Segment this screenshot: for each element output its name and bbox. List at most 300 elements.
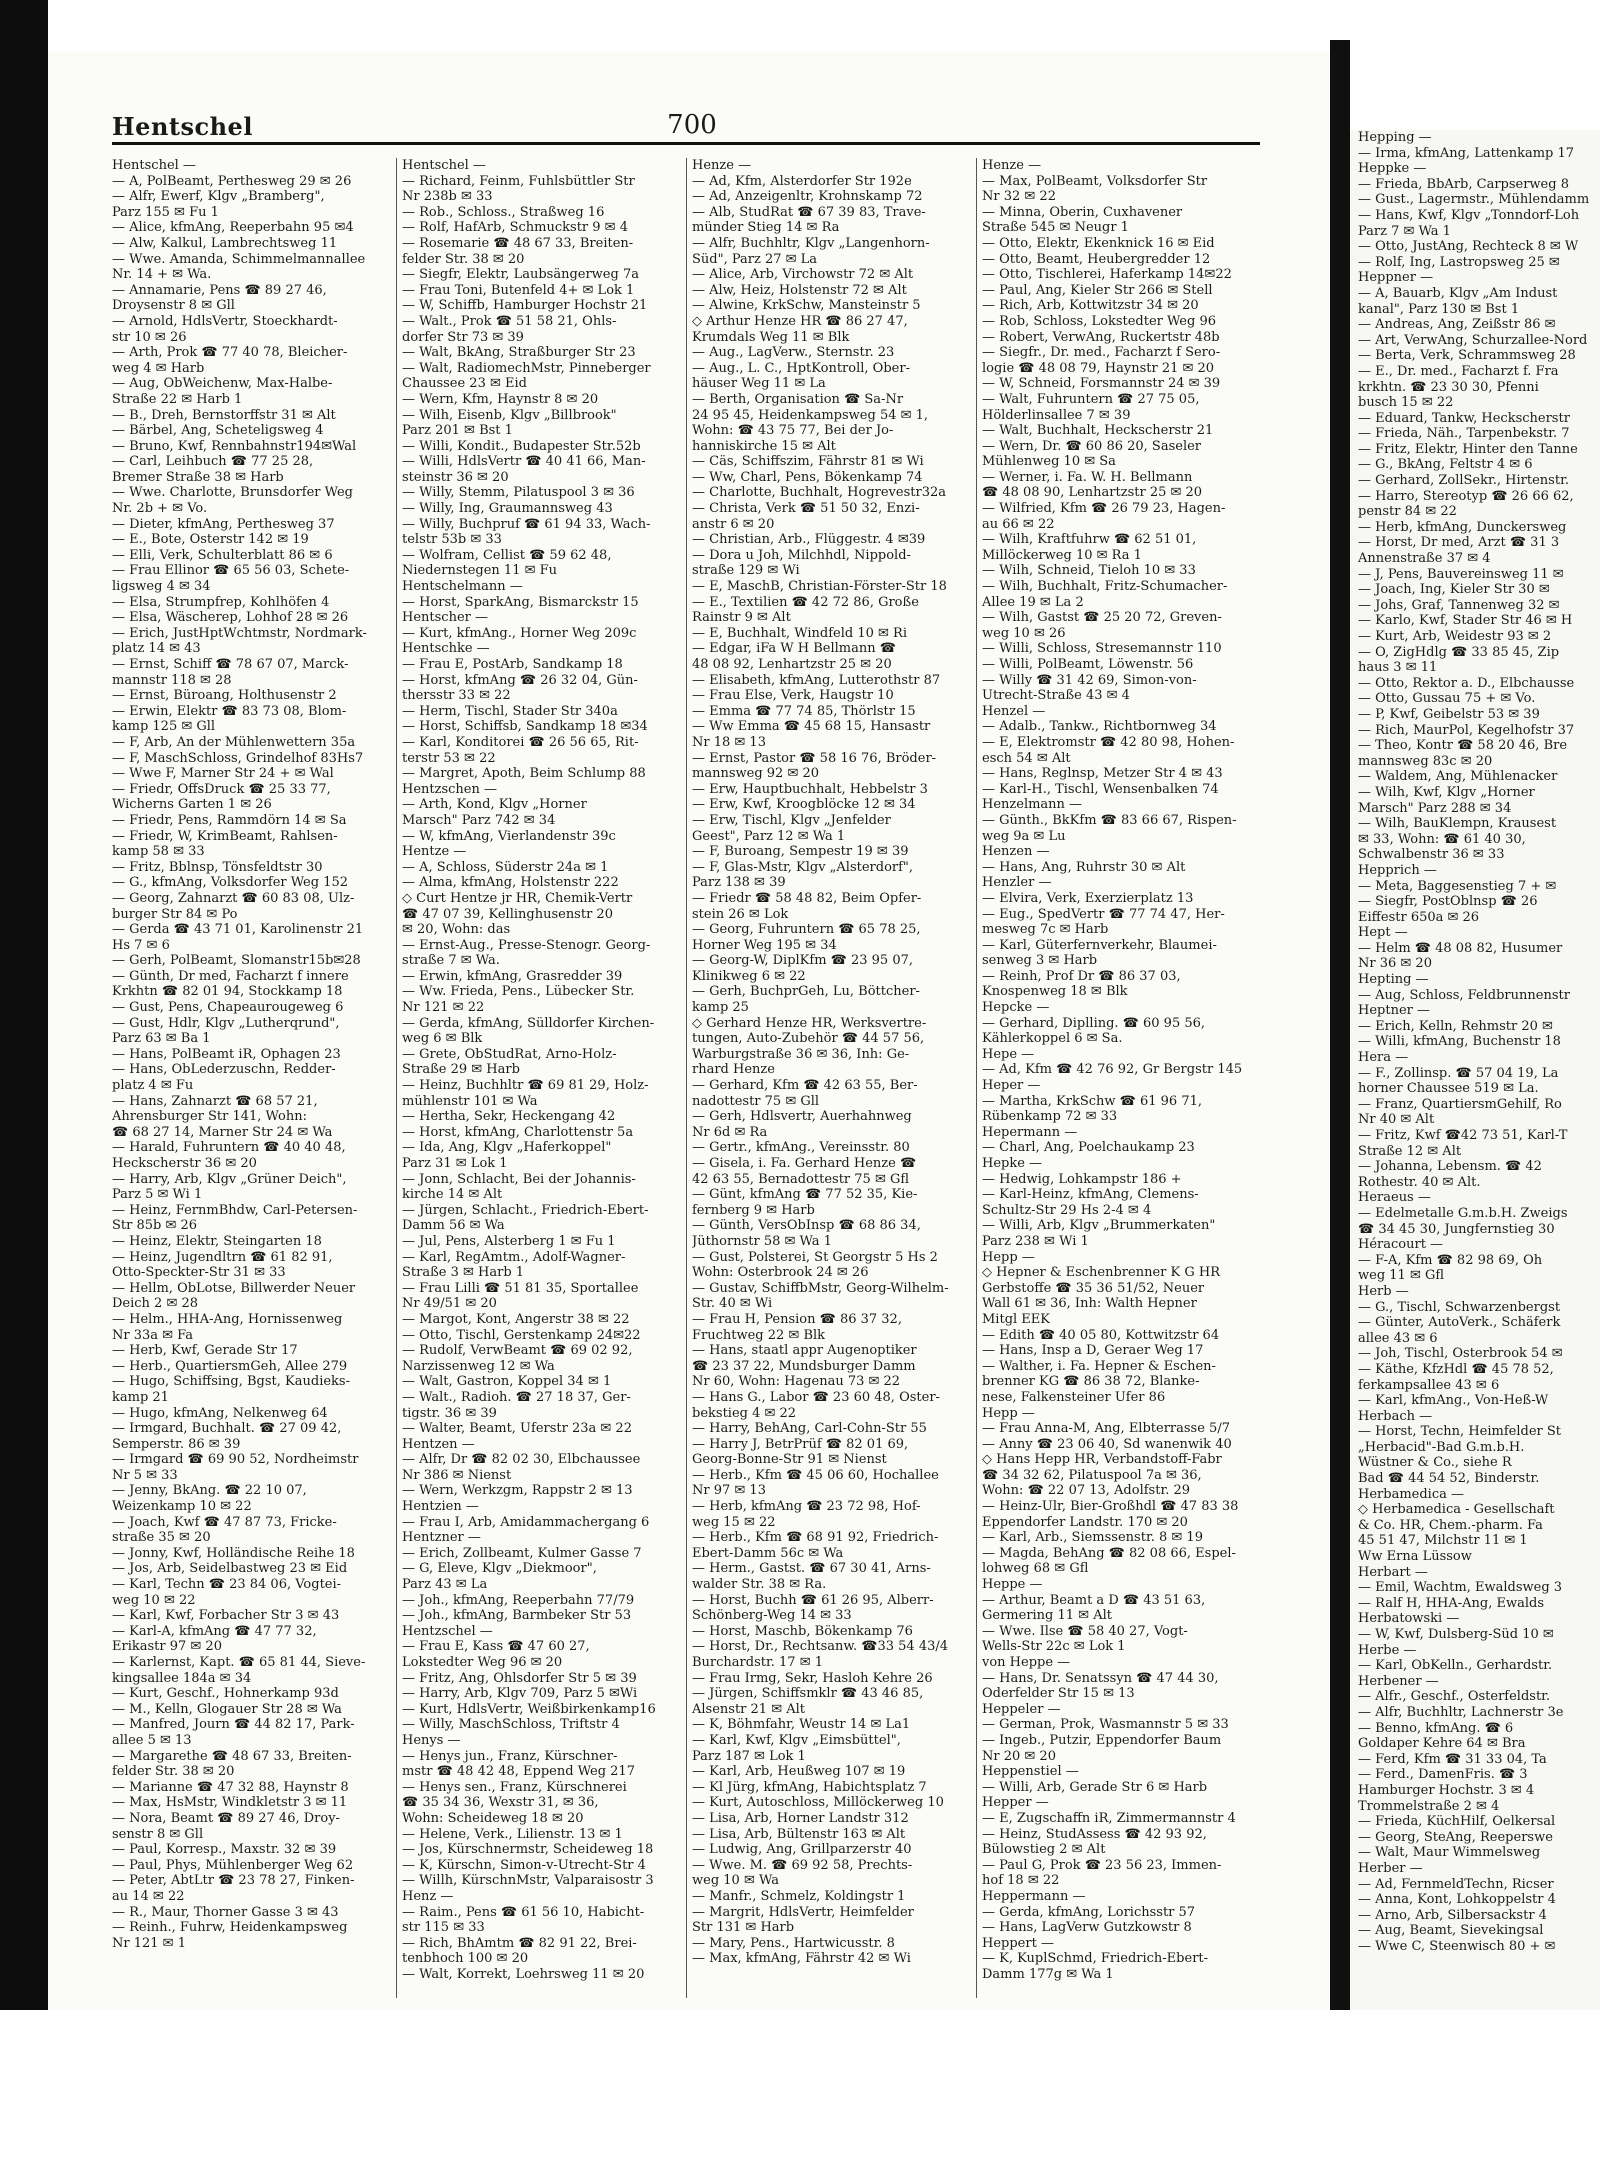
directory-entry: au 66 ✉ 22 (982, 516, 1055, 532)
next-page-entry: — Art, VerwAng, Schurzallee-Nord (1358, 332, 1588, 348)
next-page-entry: — Edelmetalle G.m.b.H. Zweigs (1358, 1205, 1568, 1221)
directory-entry: — Christa, Verk ☎ 51 50 32, Enzi- (692, 501, 920, 517)
directory-entry: — Kl Jürg, kfmAng, Habichtsplatz 7 (692, 1779, 927, 1795)
directory-entry: Hs 7 ✉ 6 (112, 937, 170, 953)
directory-columns (112, 158, 1260, 1998)
directory-entry: Nr 33a ✉ Fa (112, 1327, 194, 1343)
directory-entry: ◇ Curt Hentze jr HR, Chemik-Vertr (402, 890, 633, 906)
directory-entry: — Gustav, SchiffbMstr, Georg-Wilhelm- (692, 1280, 949, 1296)
next-page-entry: — Erich, Kelln, Rehmstr 20 ✉ (1358, 1018, 1553, 1034)
directory-entry: Lokstedter Weg 96 ✉ 20 (402, 1655, 563, 1670)
directory-entry: felder Str. 38 ✉ 20 (402, 251, 525, 267)
directory-entry: Wohn: Scheideweg 18 ✉ 20 (402, 1810, 584, 1826)
directory-entry: — Otto, Beamt, Heubergredder 12 (982, 251, 1211, 267)
next-page-entry: ☎ 34 45 30, Jungfernstieg 30 (1358, 1221, 1555, 1237)
directory-entry: — Kurt, Autoschloss, Millöckerweg 10 (692, 1795, 944, 1811)
directory-entry: — Walther, i. Fa. Hepner & Eschen- (982, 1358, 1216, 1374)
directory-entry: allee 5 ✉ 13 (112, 1732, 192, 1748)
directory-entry: — Gertr., kfmAng., Vereinsstr. 80 (692, 1140, 910, 1156)
directory-entry: Heppermann — (982, 1888, 1086, 1904)
directory-entry: — Harry, Arb, Klgv 709, Parz 5 ✉Wi (402, 1686, 638, 1702)
directory-entry: — Minna, Oberin, Cuxhavener (982, 204, 1183, 220)
directory-entry: — Willy, Stemm, Pilatuspool 3 ✉ 36 (402, 485, 635, 501)
next-page-entry: Héracourt — (1358, 1237, 1444, 1253)
directory-entry: — Ernst, Schiff ☎ 78 67 07, Marck- (112, 657, 349, 672)
directory-entry: Horner Weg 195 ✉ 34 (692, 937, 837, 953)
directory-entry: hof 18 ✉ 22 (982, 1873, 1060, 1889)
column-rule (686, 158, 687, 1998)
directory-entry: rhard Henze (692, 1062, 775, 1078)
directory-entry: — Robert, VerwAng, Ruckertstr 48b (982, 329, 1220, 345)
directory-entry: — Wwe. M. ☎ 69 92 58, Prechts- (692, 1857, 913, 1873)
next-page-entry: Heptner — (1358, 1003, 1430, 1019)
directory-entry: — Herb, Kwf, Gerade Str 17 (112, 1343, 298, 1359)
directory-entry: — Arth, Prok ☎ 77 40 78, Bleicher- (112, 345, 348, 361)
directory-entry: Georg-Bonne-Str 91 ✉ Nienst (692, 1452, 887, 1468)
directory-entry: — Elvira, Verk, Exerzierplatz 13 (982, 890, 1194, 906)
page-number: 700 (667, 110, 717, 140)
directory-entry: — Rob, Schloss, Lokstedter Weg 96 (982, 313, 1216, 329)
directory-entry: — Henys jun., Franz, Kürschner- (402, 1748, 618, 1764)
directory-entry: Süd", Parz 27 ✉ La (692, 251, 818, 267)
directory-entry: — Erw, Hauptbuchhalt, Hebbelstr 3 (692, 781, 928, 797)
next-page-entry: — F-A, Kfm ☎ 82 98 69, Oh (1358, 1252, 1543, 1268)
next-page-entry: ◇ Herbamedica - Gesellschaft (1358, 1502, 1555, 1518)
directory-entry: — Grete, ObStudRat, Arno-Holz- (402, 1046, 617, 1062)
directory-entry: — K, Böhmfahr, Weustr 14 ✉ La1 (692, 1717, 911, 1733)
next-page-entry: — Käthe, KfzHdl ☎ 45 78 52, (1358, 1361, 1554, 1377)
directory-entry: — E., Textilien ☎ 42 72 86, Große (692, 594, 919, 610)
directory-entry: — Joach, Kwf ☎ 47 87 73, Fricke- (112, 1514, 337, 1530)
directory-entry: — Henys sen., Franz, Kürschnerei (402, 1779, 627, 1795)
directory-entry: — Wilh, Eisenb, Klgv „Billbrook" (402, 407, 617, 423)
next-page-entry: — Otto, JustAng, Rechteck 8 ✉ W (1358, 239, 1579, 255)
directory-entry: — Jenny, BkAng. ☎ 22 10 07, (112, 1483, 307, 1499)
directory-entry: — Hans, ObLederzuschn, Redder- (112, 1062, 336, 1078)
next-page-entry: — Kurt, Arb, Weidestr 93 ✉ 2 (1358, 629, 1552, 644)
directory-entry: — Frau Toni, Butenfeld 4+ ✉ Lok 1 (402, 282, 635, 298)
directory-entry: Heper — (982, 1078, 1041, 1094)
directory-entry: — Margret, Apoth, Beim Schlump 88 (402, 766, 646, 782)
directory-entry: — Alfr, Ewerf, Klgv „Bramberg", (112, 189, 325, 205)
next-page-entry: Herb — (1358, 1283, 1409, 1299)
next-page-entry: — Siegfr, PostOblnsp ☎ 26 (1358, 894, 1538, 910)
scan-border-left (0, 0, 48, 2177)
directory-entry: — Gust, Hdlr, Klgv „Lutherqrund", (112, 1015, 340, 1031)
directory-entry: — Jul, Pens, Alsterberg 1 ✉ Fu 1 (402, 1233, 616, 1249)
next-page-entry: Wüstner & Co., siehe R (1358, 1455, 1512, 1471)
directory-entry: Alsenstr 21 ✉ Alt (692, 1701, 805, 1717)
directory-entry: — Dora u Joh, Milchhdl, Nippold- (692, 547, 911, 563)
directory-entry: — Joh., kfmAng, Barmbeker Str 53 (402, 1608, 632, 1624)
directory-entry: — Kurt, Geschf., Hohnerkamp 93d (112, 1686, 339, 1702)
next-page-entry: — P, Kwf, Geibelstr 53 ✉ 39 (1358, 706, 1540, 722)
directory-entry: kamp 21 (112, 1389, 169, 1405)
directory-entry: — Otto, Elektr, Ekenknick 16 ✉ Eid (982, 235, 1215, 251)
directory-entry: tigstr. 36 ✉ 39 (402, 1405, 497, 1421)
directory-entry: — Max, HsMstr, Windkletstr 3 ✉ 11 (112, 1795, 348, 1811)
directory-entry: Heckscherstr 36 ✉ 20 (112, 1156, 257, 1171)
directory-entry: — Karl, Arb., Siemssenstr. 8 ✉ 19 (982, 1530, 1203, 1546)
directory-entry: straße 35 ✉ 20 (112, 1530, 211, 1546)
directory-entry: — Karl-Heinz, kfmAng, Clemens- (982, 1187, 1199, 1203)
directory-entry: str 115 ✉ 33 (402, 1920, 485, 1936)
directory-entry: — Hans, PolBeamt iR, Ophagen 23 (112, 1046, 341, 1062)
next-page-entry: — Anna, Kont, Lohkoppelstr 4 (1358, 1892, 1556, 1908)
next-page-entry: — Alfr., Geschf., Osterfeldstr. (1358, 1689, 1551, 1705)
directory-entry: Parz 31 ✉ Lok 1 (402, 1156, 508, 1171)
next-page-entry: weg 11 ✉ Gfl (1358, 1268, 1445, 1284)
next-page-entry: — Otto, Rektor a. D., Elbchausse (1358, 675, 1575, 691)
next-page-entry: Schwalbenstr 36 ✉ 33 (1358, 847, 1505, 863)
directory-entry: — Wilh, Gastst ☎ 25 20 72, Greven- (982, 610, 1222, 626)
directory-entry: — Paul G, Prok ☎ 23 56 23, Immen- (982, 1857, 1222, 1873)
directory-entry: — Herb., QuartiersmGeh, Allee 279 (112, 1358, 348, 1374)
next-page-entry: — Fritz, Kwf ☎42 73 51, Karl-T (1358, 1128, 1568, 1143)
next-page-entry: ferkampsallee 43 ✉ 6 (1358, 1377, 1500, 1393)
directory-entry: — Fritz, Ang, Ohlsdorfer Str 5 ✉ 39 (402, 1670, 637, 1686)
directory-entry: — Hugo, Schiffsing, Bgst, Kaudieks- (112, 1374, 350, 1390)
directory-entry: — Aug., LagVerw., Sternstr. 23 (692, 345, 895, 361)
directory-entry: Schönberg-Weg 14 ✉ 33 (692, 1608, 852, 1624)
directory-entry: Nr 6d ✉ Ra (692, 1124, 768, 1140)
directory-entry: Droysenstr 8 ✉ Gll (112, 298, 235, 314)
directory-entry: — R., Maur, Thorner Gasse 3 ✉ 43 (112, 1904, 339, 1920)
directory-entry: — Annamarie, Pens ☎ 89 27 46, (112, 282, 327, 298)
directory-entry: — Emma ☎ 77 74 85, Thörlstr 15 (692, 703, 916, 719)
next-page-entry: — Aug, Beamt, Sievekingsal (1358, 1923, 1544, 1939)
directory-entry: hanniskirche 15 ✉ Alt (692, 438, 836, 454)
directory-entry: Nr 97 ✉ 13 (692, 1483, 766, 1499)
directory-entry: — Karl-A, kfmAng ☎ 47 77 32, (112, 1623, 317, 1639)
directory-entry: — E, Buchhalt, Windfeld 10 ✉ Ri (692, 625, 907, 641)
directory-entry: — Ww Emma ☎ 45 68 15, Hansastr (692, 719, 931, 735)
directory-entry: — Aug., L. C., HptKontroll, Ober- (692, 360, 910, 376)
directory-entry: Hentscher — (402, 610, 488, 626)
directory-entry: — Harald, Fuhruntern ☎ 40 40 48, (112, 1140, 346, 1156)
directory-entry: Semperstr. 86 ✉ 39 (112, 1436, 241, 1452)
next-page-entry: Bad ☎ 44 54 52, Binderstr. (1358, 1471, 1540, 1487)
directory-entry: — Bruno, Kwf, Rennbahnstr194✉Wal (112, 438, 357, 454)
directory-entry: ☎ 68 27 14, Marner Str 24 ✉ Wa (112, 1124, 333, 1140)
directory-entry: felder Str. 38 ✉ 20 (112, 1764, 235, 1780)
column-2 (402, 158, 680, 1998)
next-page-entry: — E., Dr. med., Facharzt f. Fra (1358, 363, 1559, 379)
directory-entry: weg 9a ✉ Lu (982, 828, 1066, 844)
directory-entry: Nr 49/51 ✉ 20 (402, 1296, 497, 1312)
directory-entry: — Magda, BehAng ☎ 82 08 66, Espel- (982, 1545, 1236, 1561)
directory-entry: steinstr 36 ✉ 20 (402, 469, 509, 485)
directory-entry: — Herm, Tischl, Stader Str 340a (402, 703, 618, 719)
directory-entry: — Heinz, Jugendltrn ☎ 61 82 91, (112, 1249, 333, 1265)
next-page-entry: — Andreas, Ang, Zeißstr 86 ✉ (1358, 317, 1556, 333)
directory-entry: — Frau H, Pension ☎ 86 37 32, (692, 1311, 902, 1327)
directory-entry: — Charl, Ang, Poelchaukamp 23 (982, 1140, 1195, 1156)
directory-entry: Hepke — (982, 1156, 1043, 1171)
directory-entry: — Friedr ☎ 58 48 82, Beim Opfer- (692, 890, 922, 906)
directory-entry: — Elsa, Strumpfrep, Kohlhöfen 4 (112, 594, 330, 610)
next-page-entry: Goldaper Kehre 64 ✉ Bra (1358, 1736, 1526, 1752)
next-page-entry: — Wwe C, Steenwisch 80 + ✉ (1358, 1938, 1556, 1954)
directory-entry: Nr 121 ✉ 22 (402, 1000, 485, 1016)
directory-entry: lohweg 68 ✉ Gfl (982, 1561, 1089, 1577)
directory-entry: ligsweg 4 ✉ 34 (112, 579, 211, 595)
next-page-entry: mannsweg 83c ✉ 20 (1358, 753, 1493, 769)
directory-entry: — Alma, kfmAng, Holstenstr 222 (402, 875, 619, 891)
directory-entry: kingsallee 184a ✉ 34 (112, 1670, 252, 1686)
directory-entry: Chaussee 23 ✉ Eid (402, 376, 527, 392)
column-1 (112, 158, 390, 1998)
next-page-entry: 45 51 47, Milchstr 11 ✉ 1 (1358, 1533, 1528, 1549)
directory-entry: — Manfred, Journ ☎ 44 82 17, Park- (112, 1717, 355, 1733)
directory-entry: — Alfr, Dr ☎ 82 02 30, Elbchaussee (402, 1452, 641, 1468)
directory-entry: — Frau E, Kass ☎ 47 60 27, (402, 1639, 590, 1655)
directory-entry: Henzler — (982, 875, 1052, 891)
directory-entry: — Jürgen, Schlacht., Friedrich-Ebert- (402, 1202, 649, 1218)
directory-entry: — Hans, LagVerw Gutzkowstr 8 (982, 1920, 1192, 1936)
directory-entry: — Harry, BehAng, Carl-Cohn-Str 55 (692, 1421, 927, 1437)
directory-entry: Damm 56 ✉ Wa (402, 1218, 505, 1234)
directory-entry: — Arthur, Beamt a D ☎ 43 51 63, (982, 1592, 1206, 1608)
directory-entry: — Irmgard ☎ 69 90 52, Nordheimstr (112, 1452, 359, 1468)
directory-entry: senweg 3 ✉ Harb (982, 953, 1098, 969)
next-page-entry: Nr 40 ✉ Alt (1358, 1112, 1435, 1128)
directory-entry: Niedernstegen 11 ✉ Fu (402, 563, 558, 579)
directory-entry: — Manfr., Schmelz, Koldingstr 1 (692, 1888, 906, 1904)
directory-entry: — Lisa, Arb, Bültenstr 163 ✉ Alt (692, 1826, 906, 1842)
directory-entry: ◇ Arthur Henze HR ☎ 86 27 47, (692, 313, 908, 329)
directory-entry: — Erw, Tischl, Klgv „Jenfelder (692, 812, 891, 828)
directory-entry: — Ernst-Aug., Presse-Stenogr. Georg- (402, 937, 651, 953)
directory-entry: — Irmgard, Buchhalt. ☎ 27 09 42, (112, 1421, 342, 1437)
directory-entry: weg 10 ✉ Wa (692, 1873, 779, 1889)
directory-entry: Hepe — (982, 1046, 1035, 1062)
directory-entry: 24 95 45, Heidenkampsweg 54 ✉ 1, (692, 407, 929, 423)
next-page-entry: — G., Tischl, Schwarzenbergst (1358, 1299, 1561, 1315)
directory-entry: — Gerh, Hdlsvertr, Auerhahnweg (692, 1109, 912, 1125)
directory-entry: Weizenkamp 10 ✉ 22 (112, 1499, 252, 1515)
next-page-entry: kanal", Parz 130 ✉ Bst 1 (1358, 301, 1520, 317)
directory-entry: Heppeler — (982, 1701, 1061, 1717)
scan-border-bottom (0, 2010, 1600, 2177)
directory-entry: thersstr 33 ✉ 22 (402, 688, 511, 704)
next-page-entry: — Günter, AutoVerk., Schäferk (1358, 1315, 1561, 1331)
directory-entry: — Wern, Werkzgm, Rappstr 2 ✉ 13 (402, 1483, 633, 1499)
directory-entry: Hentzschen — (402, 781, 497, 797)
directory-entry: — Hans G., Labor ☎ 23 60 48, Oster- (692, 1389, 940, 1405)
directory-entry: — Ernst, Pastor ☎ 58 16 76, Bröder- (692, 750, 937, 766)
directory-entry: Wall 61 ✉ 36, Inh: Walth Hepner (982, 1296, 1197, 1312)
next-page-entry: Hepting — (1358, 972, 1429, 988)
directory-entry: Ebert-Damm 56c ✉ Wa (692, 1545, 844, 1561)
directory-entry: — Alb, StudRat ☎ 67 39 83, Trave- (692, 204, 926, 220)
directory-entry: Hepcke — (982, 1000, 1050, 1016)
next-page-entry: Hept — (1358, 925, 1408, 941)
directory-entry: — Marianne ☎ 47 32 88, Haynstr 8 (112, 1779, 349, 1795)
next-page-entry: — Ralf H, HHA-Ang, Ewalds (1358, 1595, 1544, 1611)
directory-entry: — Reinh., Fuhrw, Heidenkampsweg (112, 1920, 348, 1936)
directory-entry: — Arth, Kond, Klgv „Horner (402, 797, 587, 813)
directory-entry: — Willy, MaschSchloss, Triftstr 4 (402, 1717, 620, 1733)
next-page-entry: — Meta, Baggesenstieg 7 + ✉ (1358, 878, 1557, 894)
directory-entry: Hentze — (402, 844, 467, 860)
directory-entry: — Lisa, Arb, Horner Landstr 312 (692, 1810, 909, 1826)
directory-entry: Gerbstoffe ☎ 35 36 51/52, Neuer (982, 1280, 1205, 1296)
next-page-entry: penstr 84 ✉ 22 (1358, 504, 1457, 520)
directory-entry: — Elsa, Wäscherep, Lohhof 28 ✉ 26 (112, 610, 349, 626)
directory-entry: — Margot, Kont, Angerstr 38 ✉ 22 (402, 1311, 630, 1327)
directory-entry: — Friedr, Pens, Rammdörn 14 ✉ Sa (112, 812, 347, 828)
directory-entry: Parz 187 ✉ Lok 1 (692, 1748, 806, 1764)
directory-entry: — Hans, staatl appr Augenoptiker (692, 1343, 917, 1359)
directory-entry: — A, PolBeamt, Perthesweg 29 ✉ 26 (112, 173, 352, 189)
directory-entry: — Karl, RegAmtm., Adolf-Wagner- (402, 1249, 626, 1265)
directory-entry: — Günth, Dr med, Facharzt f innere (112, 968, 349, 984)
directory-entry: — Margarethe ☎ 48 67 33, Breiten- (112, 1748, 352, 1764)
directory-entry: — Wilh, Schneid, Tieloh 10 ✉ 33 (982, 563, 1196, 579)
directory-entry: Knospenweg 18 ✉ Blk (982, 984, 1128, 1000)
directory-entry: — Frau E, PostArb, Sandkamp 18 (402, 657, 623, 672)
directory-entry: — Heinz, StudAssess ☎ 42 93 92, (982, 1826, 1207, 1842)
directory-entry: — Gerda, kfmAng, Lorichsstr 57 (982, 1904, 1196, 1920)
directory-entry: — Erwin, Elektr ☎ 83 73 08, Blom- (112, 703, 347, 719)
directory-entry: Nr 238b ✉ 33 (402, 189, 493, 205)
next-page-entry: — Aug, Schloss, Feldbrunnenstr (1358, 987, 1570, 1003)
directory-entry: — E., Bote, Osterstr 142 ✉ 19 (112, 532, 309, 548)
directory-entry: — Cäs, Schiffszim, Fährstr 81 ✉ Wi (692, 454, 924, 470)
directory-entry: 48 08 92, Lenhartzstr 25 ✉ 20 (692, 657, 892, 672)
directory-entry: — Karl, Arb, Heußweg 107 ✉ 19 (692, 1764, 906, 1780)
directory-entry: — Erw, Kwf, Kroogblöcke 12 ✉ 34 (692, 797, 916, 813)
directory-entry: Straße 29 ✉ Harb (402, 1062, 520, 1078)
directory-entry: — Hedwig, Lohkampstr 186 + (982, 1171, 1182, 1187)
directory-entry: — Siegfr, Elektr, Laubsängerweg 7a (402, 267, 639, 283)
directory-entry: — Rolf, HafArb, Schmuckstr 9 ✉ 4 (402, 220, 628, 236)
next-page-entry: horner Chaussee 519 ✉ La. (1358, 1081, 1539, 1097)
directory-entry: — F, MaschSchloss, Grindelhof 83Hs7 (112, 750, 364, 766)
directory-entry: tungen, Auto-Zubehör ☎ 44 57 56, (692, 1031, 925, 1047)
directory-entry: — Willh, KürschnMstr, Valparaisostr 3 (402, 1873, 654, 1889)
directory-entry: — Hertha, Sekr, Heckengang 42 (402, 1109, 616, 1125)
directory-entry: Kählerkoppel 6 ✉ Sa. (982, 1031, 1123, 1047)
directory-entry: Nr 20 ✉ 20 (982, 1748, 1056, 1764)
directory-entry: Fruchtweg 22 ✉ Blk (692, 1327, 826, 1343)
next-page-entry: — Harro, Stereotyp ☎ 26 66 62, (1358, 488, 1574, 504)
next-page-entry: Hera — (1358, 1050, 1409, 1066)
directory-entry: — Friedr, OffsDruck ☎ 25 33 77, (112, 781, 331, 797)
directory-entry: — M., Kelln, Glogauer Str 28 ✉ Wa (112, 1701, 342, 1717)
directory-entry: Marsch" Parz 742 ✉ 34 (402, 812, 556, 828)
directory-entry: — G., kfmAng, Volksdorfer Weg 152 (112, 875, 349, 891)
directory-entry: — Wwe F, Marner Str 24 + ✉ Wal (112, 766, 334, 782)
directory-entry: — Carl, Leihbuch ☎ 77 25 28, (112, 454, 314, 470)
directory-entry: Henys — (402, 1732, 461, 1748)
next-page-entry: — Horst, Dr med, Arzt ☎ 31 3 (1358, 535, 1560, 551)
directory-entry: — F, Arb, An der Mühlenwettern 35a (112, 734, 356, 750)
directory-entry: — Gerhard, Diplling. ☎ 60 95 56, (982, 1015, 1206, 1031)
directory-entry: — Hans, Dr. Senatssyn ☎ 47 44 30, (982, 1670, 1219, 1686)
directory-entry: — Horst, kfmAng ☎ 26 32 04, Gün- (402, 672, 638, 688)
directory-entry: — Max, kfmAng, Fährstr 42 ✉ Wi (692, 1951, 911, 1967)
directory-entry: — Ww, Charl, Pens, Bökenkamp 74 (692, 469, 923, 485)
directory-entry: Str. 40 ✉ Wi (692, 1296, 773, 1312)
directory-entry: Str 131 ✉ Harb (692, 1920, 795, 1936)
next-page-entry: — Frieda, Näh., Tarpenbekstr. 7 (1358, 426, 1570, 442)
next-page-entry: Hepping — (1358, 130, 1432, 145)
directory-entry: — Alw, Kalkul, Lambrechtsweg 11 (112, 235, 338, 251)
next-page-entry: Trommelstraße 2 ✉ 4 (1358, 1798, 1500, 1814)
directory-entry: — Hans, Insp a D, Geraer Weg 17 (982, 1343, 1204, 1359)
directory-entry: Wells-Str 22c ✉ Lok 1 (982, 1639, 1126, 1655)
directory-entry: Hentzien — (402, 1499, 479, 1515)
directory-entry: Nr 60, Wohn: Hagenau 73 ✉ 22 (692, 1374, 901, 1390)
directory-entry: Hentzschel — (402, 1623, 493, 1639)
directory-entry: — Christian, Arb., Flüggestr. 4 ✉39 (692, 532, 926, 548)
running-head (112, 108, 1260, 145)
directory-entry: kirche 14 ✉ Alt (402, 1187, 503, 1203)
directory-entry: — Wern, Dr. ☎ 60 86 20, Saseler (982, 438, 1202, 454)
directory-entry: Ahrensburger Str 141, Wohn: (112, 1109, 307, 1125)
directory-entry: Wohn: ☎ 22 07 13, Adolfstr. 29 (982, 1483, 1191, 1499)
next-page-entry: Straße 12 ✉ Alt (1358, 1143, 1462, 1159)
directory-entry: — Willy ☎ 31 42 69, Simon-von- (982, 672, 1197, 688)
directory-entry: — Gisela, i. Fa. Gerhard Henze ☎ (692, 1156, 917, 1171)
directory-entry: Henze — (982, 158, 1042, 173)
directory-entry: Nr 18 ✉ 13 (692, 734, 766, 750)
directory-entry: — W, Schiffb, Hamburger Hochstr 21 (402, 298, 648, 314)
directory-entry: — Karl, Techn ☎ 23 84 06, Vogtei- (112, 1577, 342, 1593)
next-page-entry: & Co. HR, Chem.-pharm. Fa (1358, 1517, 1543, 1533)
next-page-entry: — W, Kwf, Dulsberg-Süd 10 ✉ (1358, 1627, 1554, 1642)
directory-entry: — Frau Else, Verk, Haugstr 10 (692, 688, 894, 704)
next-page-entry: — Otto, Gussau 75 + ✉ Vo. (1358, 691, 1536, 707)
next-page-entry: — Ad, FernmeldTechn, Ricser (1358, 1876, 1554, 1892)
directory-entry: — Willi, PolBeamt, Löwenstr. 56 (982, 657, 1194, 672)
directory-entry: — Hans, Ang, Ruhrstr 30 ✉ Alt (982, 859, 1186, 875)
directory-entry: Heppe — (982, 1577, 1043, 1593)
directory-entry: — Jürgen, Schiffsmklr ☎ 43 46 85, (692, 1686, 924, 1702)
directory-entry: Damm 177g ✉ Wa 1 (982, 1966, 1114, 1982)
directory-entry: — Paul, Phys, Mühlenberger Weg 62 (112, 1857, 354, 1873)
directory-entry: Straße 3 ✉ Harb 1 (402, 1265, 525, 1281)
directory-entry: weg 6 ✉ Blk (402, 1031, 483, 1047)
directory-entry: weg 15 ✉ 22 (692, 1514, 776, 1530)
directory-entry: — A, Schloss, Süderstr 24a ✉ 1 (402, 859, 609, 875)
directory-entry: fernberg 9 ✉ Harb (692, 1202, 815, 1218)
next-page-entry: Heraeus — (1358, 1190, 1431, 1206)
directory-entry: Nr 121 ✉ 1 (112, 1935, 186, 1951)
directory-entry: Hentzen — (402, 1436, 475, 1452)
directory-entry: — German, Prok, Wasmannstr 5 ✉ 33 (982, 1717, 1229, 1733)
directory-entry: Millöckerweg 10 ✉ Ra 1 (982, 547, 1142, 563)
directory-entry: — B., Dreh, Bernstorffstr 31 ✉ Alt (112, 407, 336, 423)
next-page-entry: — Frieda, BbArb, Carpserweg 8 (1358, 176, 1569, 192)
directory-entry: Parz 138 ✉ 39 (692, 875, 786, 891)
next-page-entry: — Wilh, BauKlempn, Krausest (1358, 816, 1557, 832)
column-rule (976, 158, 977, 1998)
next-page-entry: Herbener — (1358, 1673, 1439, 1689)
next-page-entry: Rothestr. 40 ✉ Alt. (1358, 1174, 1481, 1190)
next-page-entry: — Joh, Tischl, Osterbrook 54 ✉ (1358, 1346, 1563, 1362)
directory-entry: — Hellm, ObLotse, Billwerder Neuer (112, 1280, 356, 1296)
directory-entry: ☎ 23 37 22, Mundsburger Damm (692, 1358, 916, 1374)
directory-entry: — Wwe. Amanda, Schimmelmannallee (112, 251, 366, 267)
directory-entry: mesweg 7c ✉ Harb (982, 922, 1109, 938)
directory-entry: — Frau I, Arb, Amidammachergang 6 (402, 1514, 650, 1530)
directory-entry: — Erwin, kfmAng, Grasredder 39 (402, 968, 623, 984)
directory-entry: Utrecht-Straße 43 ✉ 4 (982, 688, 1130, 704)
next-page-entry: Nr 36 ✉ 20 (1358, 956, 1432, 972)
